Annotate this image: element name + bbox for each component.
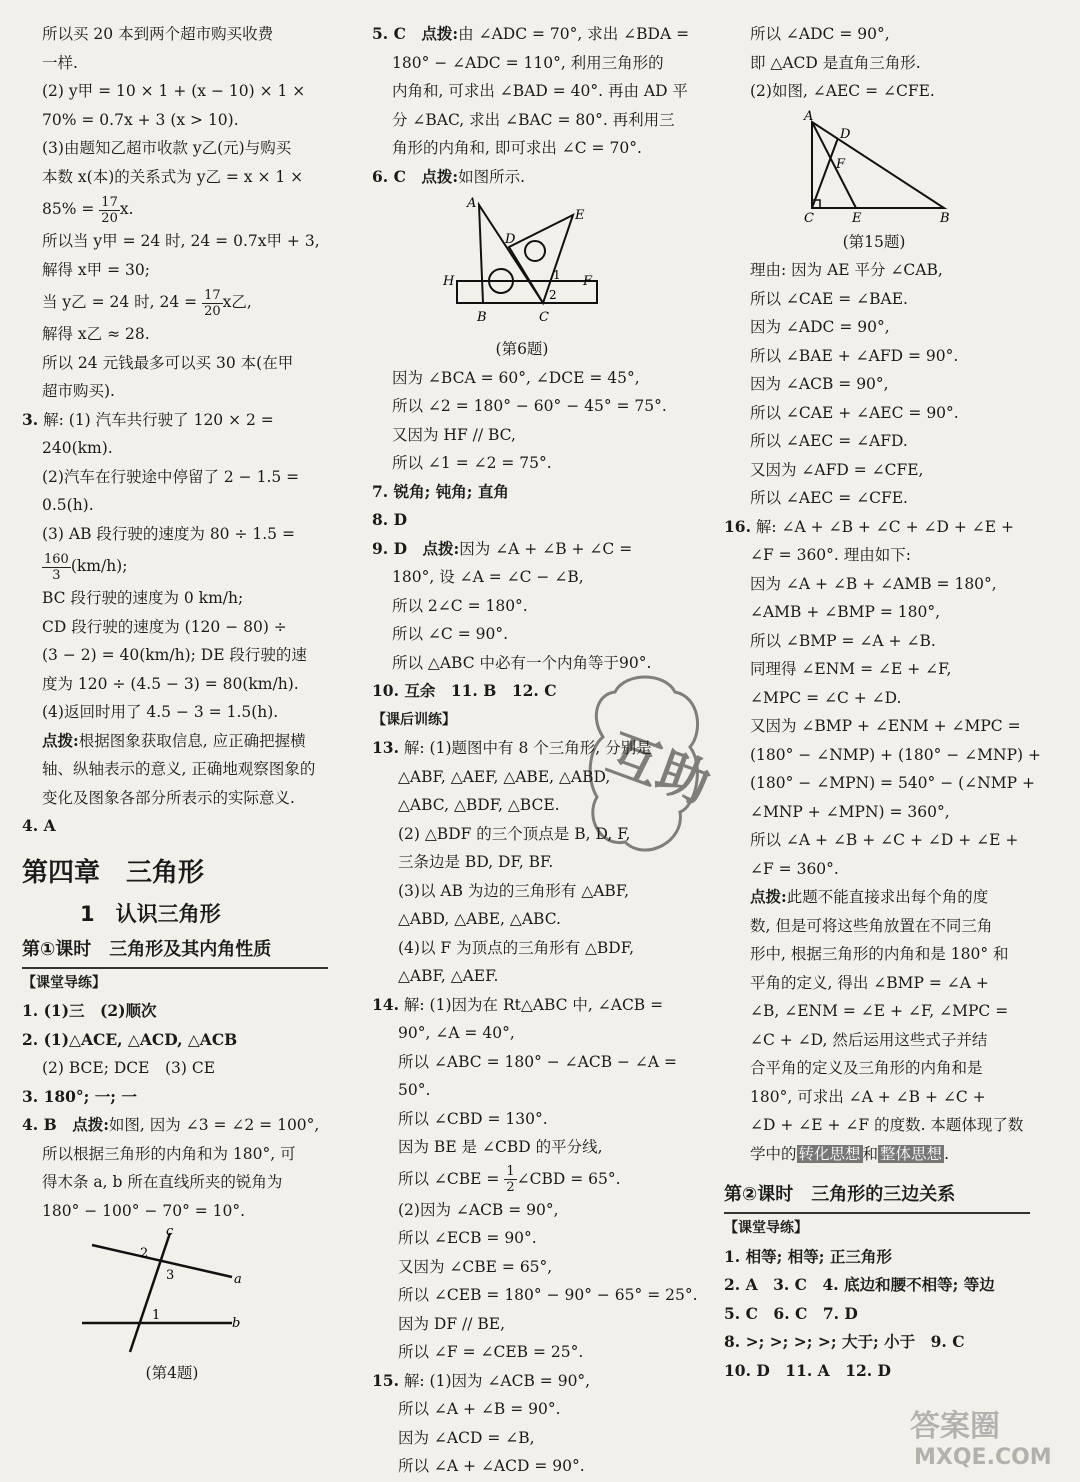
highlight-term: 转化思想 [798,1144,861,1163]
text-fragment: 当 y乙 = 24 时, 24 = [42,293,203,311]
answer-line: 10. 互余 11. B 12. C [372,681,557,700]
answer-line: (2) BCE; DCE (3) CE [42,1059,216,1077]
text-line: 所以 24 元钱最多可以买 30 本(在甲 [42,353,294,372]
text-line: 所以 ∠C = 90°. [392,625,509,643]
answer-line: 2. (1)△ACE, △ACD, △ACB [22,1029,238,1049]
answer-line: 10. D 11. A 12. D [724,1360,891,1380]
figure-caption: (第15题) [842,232,906,251]
text-line: 所以当 y甲 = 24 时, 24 = 0.7x甲 + 3, [42,232,320,250]
label-a: A [804,108,814,124]
fraction-numerator: 1 [506,1164,515,1179]
text-line: 所以根据三角形的内角和为 180°, 可 [42,1144,296,1163]
lesson-number: ② [742,1184,758,1205]
text-fragment: . [944,1144,949,1163]
fraction-numerator: 17 [101,194,118,210]
answer-line: 7. 锐角; 钝角; 直角 [372,481,509,501]
text-line: 数, 但是可将这些角放置在不同三角 [750,916,993,935]
text-line: 即 △ACD 是直角三角形. [750,53,921,72]
answer-line: 8. >; >; >; >; 大于; 小于 9. C [724,1332,965,1351]
text-line [22,191,322,227]
text-line: 同理得 ∠ENM = ∠E + ∠F, [750,660,952,678]
answer-line [22,1111,322,1140]
text-line: 180° − ∠ADC = 110°, 利用三角形的 [392,53,664,72]
fraction-numerator: 17 [204,287,221,303]
text-line [724,513,1024,542]
text-line: (3) AB 段行驶的速度为 80 ÷ 1.5 = [42,524,295,543]
text-line: 得木条 a, b 所在直线所夹的锐角为 [42,1173,283,1191]
text-line [724,883,1024,912]
figure-caption: (第6题) [495,340,549,358]
text-fragment: 如图, 因为 ∠3 = ∠2 = 100°, [108,1116,320,1134]
text-fragment: 此题不能直接求出每个角的度 [786,888,989,906]
after-class-tag: 【课后训练】 [372,711,456,728]
text-line: 所以 ∠F = ∠CEB = 25°. [398,1343,584,1361]
label-b: B [477,310,487,325]
label-f: F [583,274,593,289]
text-line: 所以买 20 本到两个超市购买收费 [42,25,274,43]
text-line: 一样. [42,53,78,72]
text-line: 度为 120 ÷ (4.5 − 3) = 80(km/h). [42,674,299,693]
question-number: 13. [372,738,399,757]
text-line: 因为 ∠ADC = 90°, [750,318,890,336]
line-c [130,1233,170,1352]
fraction-denominator: 20 [204,303,221,319]
text-line: 因为 DF // BE, [398,1314,506,1333]
label-c: C [539,310,549,325]
text-line: 所以 ∠ECB = 90°. [398,1229,537,1247]
answer-fragment: 5. C [372,24,422,43]
text-line: 所以 ∠2 = 180° − 60° − 45° = 75°. [392,397,667,415]
text-line: 所以 ∠AEC = ∠AFD. [750,432,908,450]
answer-fragment: 9. D [372,538,423,558]
text-line: ∠MNP + ∠MPN) = 360°, [750,802,950,821]
text-line: 所以 2∠C = 180°. [392,596,528,615]
text-fragment: 所以 ∠CBE = [398,1169,505,1188]
figure-6-set-squares [437,193,607,333]
label-c: c [166,1224,174,1239]
text-line: (2)汽车在行驶途中停留了 2 − 1.5 = [42,467,300,486]
text-line: 本数 x(本)的关系式为 y乙 = x × 1 × [42,167,304,186]
text-line: △ABD, △ABE, △ABC. [398,910,561,928]
text-line: 所以 ∠BAE + ∠AFD = 90°. [750,346,959,365]
text-line: 解得 x乙 ≈ 28. [42,325,150,343]
text-fragment: 解: (1) 汽车共行驶了 120 × 2 = [43,410,274,429]
answer-line: 1. (1)三 (2)顺次 [22,1001,157,1020]
label-a: A [467,196,477,211]
text-line [22,406,322,435]
text-line: 超市购买). [42,382,115,400]
tip-label: 点拨: [42,730,79,750]
text-line: BC 段行驶的速度为 0 km/h; [42,589,244,607]
tip-label: 点拨: [72,1115,109,1134]
cloud-stamp [585,672,718,872]
text-line: 0.5(h). [42,496,94,514]
question-number: 14. [372,994,399,1014]
text-line: (180° − ∠MPN) = 540° − (∠NMP + [750,774,1035,792]
text-line: 因为 ∠A + ∠B + ∠AMB = 180°, [750,574,997,593]
column-left [22,20,322,1388]
angle-label-2: 2 [140,1246,149,1261]
text-line [372,163,672,192]
class-practice-tag: 【课堂导练】 [22,974,106,991]
text-fragment: 学中的 [750,1144,797,1163]
text-line: 180° − 100° − 70° = 10°. [42,1201,246,1220]
text-line: (3 − 2) = 40(km/h); DE 段行驶的速 [42,646,307,664]
column-right [724,20,1041,1385]
fraction [99,195,120,226]
text-fragment: 解: ∠A + ∠B + ∠C + ∠D + ∠E + [755,517,1014,536]
text-line: △ABF, △AEF, △ABE, △ABD, [398,767,611,786]
text-line: 所以 ∠A + ∠B + ∠C + ∠D + ∠E + [750,831,1019,849]
label-a: a [234,1272,242,1287]
label-f: F [836,156,846,172]
text-line: 解得 x甲 = 30; [42,260,150,279]
angle-label-1: 1 [553,268,561,282]
text-fragment: x乙, [222,293,252,311]
text-line: 又因为 HF // BC, [392,425,516,444]
text-fragment: 解: (1)题图中有 8 个三角形, 分别是 [403,739,652,757]
text-line: 变化及图象各部分所表示的实际意义. [42,788,295,807]
ruler [457,281,597,303]
text-line: 所以 ∠A + ∠ACD = 90°. [398,1457,585,1475]
fraction [202,288,223,319]
lesson-name: 课时 三角形及其内角性质 [55,938,272,960]
figure-caption: (第4题) [145,1364,199,1382]
text-fragment: 因为 ∠A + ∠B + ∠C = [459,539,633,558]
watermark-bottom: MXQE.COM [914,1445,1052,1470]
fraction [504,1164,516,1195]
fraction-denominator: 20 [101,210,118,226]
text-line: 又因为 ∠BMP + ∠ENM + ∠MPC = [750,717,1021,735]
text-line: 平角的定义, 得出 ∠BMP = ∠A + [750,973,989,992]
text-line: 因为 ∠BCA = 60°, ∠DCE = 45°, [392,368,640,387]
lesson-name: 课时 三角形的三边关系 [757,1184,956,1205]
angle-label-2: 2 [549,288,557,302]
highlight-term: 整体思想 [880,1144,943,1163]
text-line: 所以 ∠CAE = ∠BAE. [750,289,908,308]
text-line: 所以 ∠1 = ∠2 = 75°. [392,454,552,472]
section-title: 1 认识三角形 [80,901,221,926]
text-line: 所以 ∠ABC = 180° − ∠ACB − ∠A = [398,1052,678,1071]
label-d: D [840,126,851,142]
chapter-title: 第四章 三角形 [22,857,205,888]
triangle-acb [812,122,944,208]
fraction [42,552,71,583]
answer-line: 2. A 3. C 4. 底边和腰不相等; 等边 [724,1275,995,1294]
text-line: (4)以 F 为顶点的三角形有 △BDF, [398,938,634,957]
stamp-text: 互助 [599,723,718,816]
text-line: 合平角的定义及三角形的内角和是 [750,1059,983,1077]
answer-line: 8. D [372,510,408,529]
question-number: 16. [724,516,751,536]
text-fragment: x. [119,200,134,218]
text-line: 内角和, 可求出 ∠BAD = 40°. 再由 AD 平 [392,82,688,100]
label-d: D [505,232,516,247]
lesson-number: ① [40,938,56,960]
tip-label: 点拨: [422,538,460,558]
text-line: 所以 ∠ADC = 90°, [750,25,890,43]
text-fragment: 根据图象获取信息, 应正确把握横 [78,731,306,750]
text-line: 所以 ∠CEB = 180° − 90° − 65° = 25°. [398,1286,698,1304]
angle-label-1: 1 [152,1308,161,1323]
text-line: ∠B, ∠ENM = ∠E + ∠F, ∠MPC = [750,1002,1009,1020]
lesson-title [724,1178,1030,1214]
text-line: (3)由题知乙超市收款 y乙(元)与购买 [42,139,292,157]
text-fragment: 如图所示. [458,167,526,186]
text-line: 又因为 ∠AFD = ∠CFE, [750,460,924,479]
label-e: E [852,210,862,226]
fraction-numerator: 160 [44,551,69,567]
text-line: ∠AMB + ∠BMP = 180°, [750,603,941,621]
text-line: 180°, 可求出 ∠A + ∠B + ∠C + [750,1087,986,1106]
text-line: 所以 ∠CAE + ∠AEC = 90°. [750,403,959,422]
text-line: ∠F = 360°. [750,859,839,878]
lesson-prefix: 第 [724,1184,742,1205]
watermark-top: 答案圈 [910,1409,1000,1444]
answer-fragment: 6. C [372,166,422,186]
text-fragment: 和 [862,1144,879,1163]
label-c: C [804,210,814,226]
text-line: (2) △BDF 的三个顶点是 B, D, F, [398,824,631,843]
text-line [372,20,690,49]
text-line [724,1140,1024,1169]
text-line: 70% = 0.7x + 3 (x > 10). [42,110,239,129]
text-line: 50°. [398,1081,431,1099]
text-line: ∠MPC = ∠C + ∠D. [750,688,902,707]
text-line: 因为 BE 是 ∠CBD 的平分线, [398,1138,603,1156]
text-fragment: (km/h); [70,557,128,575]
lesson-title [22,933,328,969]
text-line: (2)如图, ∠AEC = ∠CFE. [750,82,935,100]
text-line: 形中, 根据三角形的内角和是 180° 和 [750,945,1009,963]
text-fragment: 85% = [42,200,100,218]
label-b: b [232,1316,241,1331]
answer-line: 3. 180°; 一; 一 [22,1086,137,1106]
text-line: 所以 △ABC 中必有一个内角等于90°. [392,653,652,672]
text-line [372,535,672,564]
text-line: (180° − ∠NMP) + (180° − ∠MNP) + [750,745,1041,764]
text-line: 因为 ∠ACD = ∠B, [398,1428,535,1447]
text-line: (2) y甲 = 10 × 1 + (x − 10) × 1 × [42,82,306,100]
label-h: H [443,274,455,289]
text-line [372,1367,672,1396]
text-line: ∠F = 360°. 理由如下: [750,546,911,564]
angle-label-3: 3 [166,1268,175,1283]
text-line: 240(km). [42,439,113,457]
line-a [92,1245,232,1277]
figure-15-triangle [794,108,954,226]
text-line: 180°, 设 ∠A = ∠C − ∠B, [392,568,584,586]
text-line: 理由: 因为 AE 平分 ∠CAB, [750,261,943,279]
text-line: 又因为 ∠CBE = 65°, [398,1257,553,1276]
answer-line: 1. 相等; 相等; 正三角形 [724,1246,892,1266]
text-line: (4)返回时用了 4.5 − 3 = 1.5(h). [42,703,279,721]
text-line: 三条边是 BD, DF, BF. [398,853,554,871]
text-line: 因为 ∠ACB = 90°, [750,375,889,393]
question-number: 15. [372,1370,399,1390]
text-fragment: ∠CBD = 65°. [516,1169,621,1188]
class-practice-tag: 【课堂导练】 [724,1220,808,1236]
tip-label: 点拨: [421,166,459,186]
text-line: 轴、纵轴表示的意义, 正确地观察图象的 [42,760,316,778]
tip-label: 点拨: [421,24,459,43]
site-watermark [900,1402,1070,1472]
text-line: 90°, ∠A = 40°, [398,1024,515,1042]
text-line: ∠C + ∠D, 然后运用这些式子并结 [750,1030,988,1049]
text-line: (2)因为 ∠ACB = 90°, [398,1200,559,1219]
text-fragment: 解: (1)因为在 Rt△ABC 中, ∠ACB = [403,995,664,1014]
text-fragment: 由 ∠ADC = 70°, 求出 ∠BDA = [458,25,690,43]
figure-4-lines [82,1224,262,1357]
fraction-denominator: 2 [506,1180,515,1195]
text-line: 所以 ∠CBD = 130°. [398,1109,548,1128]
hole-circle [525,241,545,261]
text-line [22,284,322,320]
answer-line: 5. C 6. C 7. D [724,1303,858,1323]
text-line: 所以 ∠A + ∠B = 90°. [398,1400,561,1418]
label-e: E [575,208,585,223]
text-line: 分 ∠BAC, 求出 ∠BAC = 80°. 再利用三 [392,110,675,129]
text-line: 所以 ∠AEC = ∠CFE. [750,489,908,507]
text-line: 4. A [22,816,56,835]
text-fragment: 解: (1)因为 ∠ACB = 90°, [403,1371,591,1390]
tip-label: 点拨: [750,887,787,906]
question-number: 3. [22,409,39,429]
text-line: CD 段行驶的速度为 (120 − 80) ÷ [42,617,287,636]
label-b: B [940,210,950,226]
text-line: (3)以 AB 为边的三角形有 △ABF, [398,881,630,900]
text-line: 角形的内角和, 即可求出 ∠C = 70°. [392,139,642,157]
text-line [372,1162,672,1196]
text-line: ∠D + ∠E + ∠F 的度数. 本题体现了数 [750,1116,1024,1134]
text-line: △ABC, △BDF, △BCE. [398,796,560,814]
answer-fragment: 4. B [22,1115,73,1134]
text-line: △ABF, △AEF. [398,967,499,985]
text-line [22,727,322,756]
fraction-denominator: 3 [52,567,61,583]
text-line [372,991,672,1020]
text-line [22,548,322,584]
text-line: 所以 ∠BMP = ∠A + ∠B. [750,631,936,650]
lesson-prefix: 第 [22,938,40,960]
